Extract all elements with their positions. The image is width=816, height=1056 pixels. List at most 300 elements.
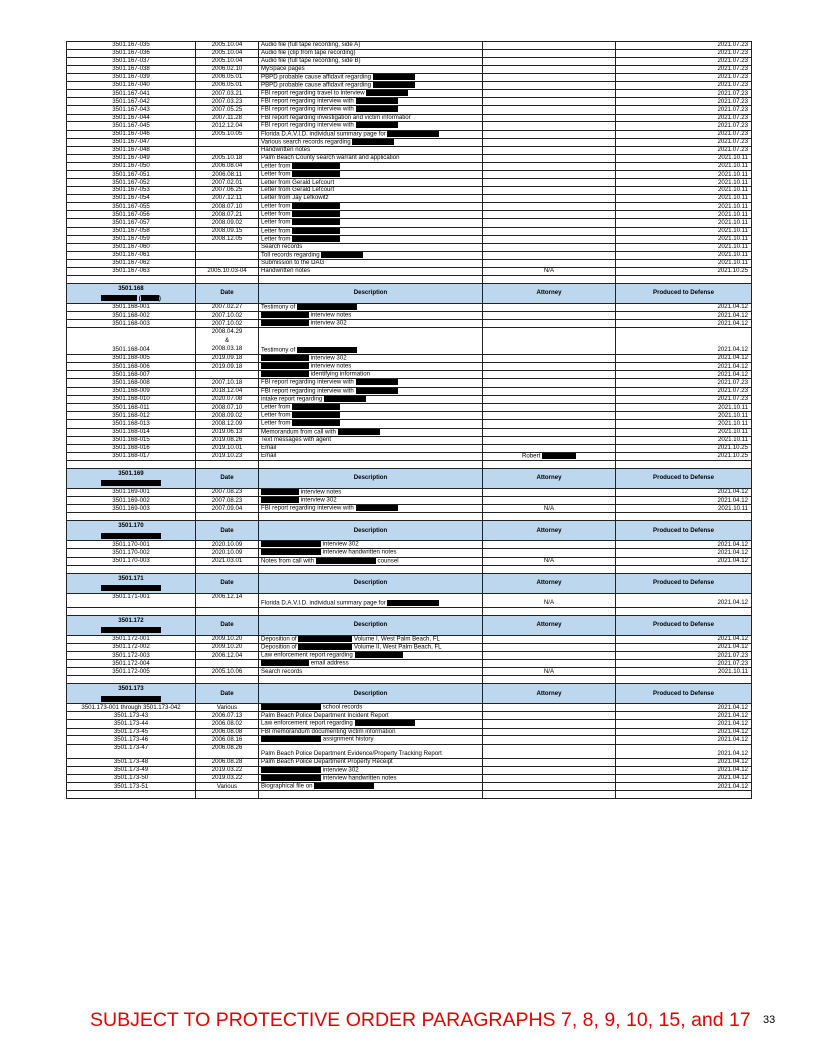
exhibit-id-cell: 3501.168-014 (67, 428, 196, 436)
produced-date-cell: 2021.07.23 (616, 122, 752, 130)
produced-header: Produced to Defense (616, 615, 752, 635)
produced-date-cell: 2021.04.12 (616, 728, 752, 736)
produced-date-cell: 2021.07.23 (616, 652, 752, 660)
produced-date-cell: 2021.10.25 (616, 267, 752, 275)
date-cell: 2006.08.08 (196, 728, 259, 736)
date-cell: 2007.08.23 (196, 488, 259, 496)
spacer-cell (483, 513, 616, 521)
spacer-cell (67, 607, 196, 615)
exhibit-id-cell: 3501.167-058 (67, 227, 196, 235)
section-id: 3501.169 (118, 469, 144, 477)
redaction-bar (292, 404, 340, 410)
exhibit-id-cell: 3501.167-061 (67, 251, 196, 259)
produced-date-cell: 2021.04.12 (616, 593, 752, 607)
attorney-cell (483, 219, 616, 227)
spacer-cell (483, 460, 616, 468)
date-cell (196, 251, 259, 259)
section-id: 3501.171 (118, 574, 144, 582)
attorney-header: Attorney (483, 521, 616, 541)
produced-date-cell: 2021.10.11 (616, 219, 752, 227)
spacer-cell (616, 607, 752, 615)
redaction-bar (101, 480, 161, 486)
produced-date-cell: 2021.04.12 (616, 320, 752, 328)
table-row (67, 187, 752, 195)
section-header-row (67, 283, 752, 303)
redaction-bar (261, 660, 309, 666)
section-id: 3501.173 (118, 685, 144, 693)
redaction-bar (297, 347, 357, 353)
produced-date-cell: 2021.07.23 (616, 57, 752, 65)
spacer-cell (196, 676, 259, 684)
produced-date-cell: 2021.04.12 (616, 371, 752, 379)
produced-date-cell: 2021.04.12 (616, 549, 752, 557)
description-cell: Florida D.A.V.I.D. individual summary page for (259, 130, 483, 138)
produced-date-cell: 2021.04.12 (616, 704, 752, 712)
section-name-redacted (69, 480, 193, 488)
exhibit-id-cell: 3501.170-003 (67, 557, 196, 565)
redaction-bar (101, 585, 161, 591)
description-cell: Letter from (259, 211, 483, 219)
description-cell: Submission to the DAG (259, 260, 483, 268)
produced-date-cell: 2021.10.11 (616, 505, 752, 513)
table-row (67, 668, 752, 676)
produced-date-cell: 2021.07.23 (616, 73, 752, 81)
redaction-bar (261, 541, 321, 547)
produced-date-cell: 2021.10.11 (616, 260, 752, 268)
exhibit-id-cell: 3501.173-49 (67, 766, 196, 774)
redaction-bar (356, 106, 398, 112)
description-cell: identifying information (259, 371, 483, 379)
section-id-cell (67, 684, 196, 704)
description-cell: Audio file (full tape recording, side B) (259, 57, 483, 65)
description-cell: FBI report regarding investigation and victim informatior (259, 114, 483, 122)
exhibit-id-cell: 3501.170-002 (67, 549, 196, 557)
date-cell: 2019.10.23 (196, 452, 259, 460)
produced-date-cell: 2021.04.12 (616, 643, 752, 651)
spacer-cell (259, 607, 483, 615)
attorney-cell: Robert (483, 452, 616, 460)
attorney-cell (483, 147, 616, 155)
redaction-bar (261, 320, 309, 326)
redaction-bar (261, 355, 309, 361)
produced-date-cell: 2021.10.11 (616, 235, 752, 243)
produced-date-cell: 2021.07.23 (616, 49, 752, 57)
redaction-bar (314, 783, 374, 789)
exhibit-id-cell: 3501.168-005 (67, 354, 196, 362)
exhibit-id-cell: 3501.168-016 (67, 444, 196, 452)
description-cell: FBI report regarding interview with (259, 122, 483, 130)
description-cell: Testimony of (259, 328, 483, 355)
produced-date-cell: 2021.07.23 (616, 379, 752, 387)
spacer-cell (67, 565, 196, 573)
date-cell: 2008.09.02 (196, 412, 259, 420)
redaction-bar (261, 736, 321, 742)
date-cell: 2006.08.26 (196, 744, 259, 758)
attorney-header: Attorney (483, 468, 616, 488)
table-row (67, 202, 752, 210)
attorney-cell (483, 744, 616, 758)
redaction-bar (261, 312, 309, 318)
produced-date-cell: 2021.07.23 (616, 660, 752, 668)
description-cell: Palm Beach County search warrant and application (259, 154, 483, 162)
date-cell: 2008.07.10 (196, 202, 259, 210)
redaction-bar (387, 600, 439, 606)
produced-date-cell: 2021.04.12 (616, 766, 752, 774)
date-cell: 2008.04.29 & 2008.03.18 (196, 328, 259, 355)
date-cell: 2005.10.03-04 (196, 267, 259, 275)
table-row (67, 65, 752, 73)
redaction-bar (356, 505, 398, 511)
table-row (67, 593, 752, 607)
description-cell: FBI report regarding travel to interview (259, 89, 483, 97)
section-id-cell (67, 283, 196, 303)
attorney-cell (483, 766, 616, 774)
date-cell: 2008.12.09 (196, 420, 259, 428)
table-row (67, 379, 752, 387)
redaction-bar (261, 775, 321, 781)
exhibit-id-cell: 3501.168-003 (67, 320, 196, 328)
spacer-row (67, 275, 752, 283)
attorney-cell (483, 311, 616, 319)
redaction-bar (101, 533, 161, 539)
redaction-bar (321, 252, 363, 258)
page-number: 33 (763, 1014, 776, 1026)
attorney-header: Attorney (483, 573, 616, 593)
exhibit-id-cell: 3501.168-017 (67, 452, 196, 460)
table-row (67, 73, 752, 81)
exhibit-id-cell: 3501.167-055 (67, 202, 196, 210)
produced-date-cell: 2021.07.23 (616, 65, 752, 73)
date-cell: Various (196, 782, 259, 790)
description-cell: Testimony of (259, 303, 483, 311)
description-cell: Letter from (259, 235, 483, 243)
attorney-cell (483, 106, 616, 114)
attorney-cell (483, 162, 616, 170)
table-row (67, 505, 752, 513)
table-row (67, 412, 752, 420)
section-id-cell (67, 521, 196, 541)
table-row (67, 260, 752, 268)
date-cell: 2006.08.02 (196, 720, 259, 728)
description-cell: Palm Beach Police Department Evidence/Property Tracking Report (259, 744, 483, 758)
exhibit-id-cell: 3501.167-047 (67, 138, 196, 146)
date-cell: 2005.10.04 (196, 42, 259, 50)
attorney-cell (483, 774, 616, 782)
date-cell: 2009.10.20 (196, 635, 259, 643)
attorney-cell (483, 98, 616, 106)
table-row (67, 130, 752, 138)
date-cell: 2007.02.27 (196, 303, 259, 311)
exhibit-id-cell: 3501.168-013 (67, 420, 196, 428)
attorney-cell (483, 42, 616, 50)
table-row (67, 420, 752, 428)
exhibit-id-cell: 3501.167-037 (67, 57, 196, 65)
produced-date-cell: 2021.07.23 (616, 106, 752, 114)
produced-date-cell: 2021.10.25 (616, 444, 752, 452)
table-row (67, 744, 752, 758)
description-cell: Letter from (259, 202, 483, 210)
produced-date-cell: 2021.10.11 (616, 202, 752, 210)
attorney-cell (483, 138, 616, 146)
produced-date-cell: 2021.10.11 (616, 412, 752, 420)
spacer-cell (616, 460, 752, 468)
exhibit-id-cell: 3501.167-039 (67, 73, 196, 81)
exhibit-id-cell: 3501.169-001 (67, 488, 196, 496)
redaction-bar (356, 379, 398, 385)
attorney-cell (483, 65, 616, 73)
exhibit-id-cell: 3501.167-038 (67, 65, 196, 73)
redaction-bar (373, 82, 415, 88)
table-row (67, 81, 752, 89)
redaction-bar (101, 295, 137, 301)
table-row (67, 57, 752, 65)
description-cell: Deposition of Volume II, West Palm Beach, FL (259, 643, 483, 651)
table-row (67, 328, 752, 355)
spacer-cell (616, 676, 752, 684)
attorney-cell (483, 541, 616, 549)
exhibit-id-cell: 3501.167-059 (67, 235, 196, 243)
spacer-cell (616, 275, 752, 283)
exhibit-id-cell: 3501.167-045 (67, 122, 196, 130)
date-cell: 2019.09.18 (196, 363, 259, 371)
redaction-bar (261, 363, 309, 369)
produced-date-cell: 2021.10.11 (616, 668, 752, 676)
exhibit-id-cell: 3501.167-050 (67, 162, 196, 170)
attorney-cell (483, 354, 616, 362)
exhibit-id-cell: 3501.167-056 (67, 211, 196, 219)
description-cell: Letter from (259, 219, 483, 227)
exhibit-id-cell: 3501.173-45 (67, 728, 196, 736)
exhibit-id-cell: 3501.167-041 (67, 89, 196, 97)
redaction-bar (356, 388, 398, 394)
section-name-redacted (69, 585, 193, 593)
description-cell: Audio file (full tape recording, side A) (259, 42, 483, 50)
section-header-row (67, 468, 752, 488)
exhibit-id-cell: 3501.167-044 (67, 114, 196, 122)
spacer-cell (67, 791, 196, 799)
redaction-bar (316, 558, 376, 564)
date-cell: 2007.03.21 (196, 89, 259, 97)
description-cell: Letter from Gerald Lefcourt (259, 179, 483, 187)
table-row (67, 122, 752, 130)
exhibit-id-cell: 3501.173-50 (67, 774, 196, 782)
description-cell: Memorandum from call with (259, 428, 483, 436)
date-header: Date (196, 615, 259, 635)
produced-date-cell: 2021.07.23 (616, 89, 752, 97)
date-header: Date (196, 468, 259, 488)
produced-date-cell: 2021.07.23 (616, 114, 752, 122)
description-cell: school records (259, 704, 483, 712)
attorney-header: Attorney (483, 615, 616, 635)
description-cell: Law enforcement report regarding (259, 720, 483, 728)
attorney-cell (483, 395, 616, 403)
date-cell (196, 147, 259, 155)
description-cell: Palm Beach Police Department Property Receipt (259, 758, 483, 766)
table-row (67, 720, 752, 728)
attorney-cell (483, 251, 616, 259)
redaction-bar (298, 636, 352, 642)
spacer-cell (67, 513, 196, 521)
exhibit-id-cell: 3501.167-057 (67, 219, 196, 227)
date-cell: 2020.07.08 (196, 395, 259, 403)
redaction-bar (101, 696, 161, 702)
description-cell: Various search records regarding (259, 138, 483, 146)
date-cell (196, 243, 259, 251)
section-name-redacted (69, 695, 193, 703)
attorney-cell (483, 444, 616, 452)
section-name-redacted (69, 532, 193, 540)
description-cell: FBI report regarding interview with (259, 106, 483, 114)
date-cell: 2007.10.18 (196, 379, 259, 387)
table-row (67, 652, 752, 660)
spacer-cell (483, 275, 616, 283)
exhibit-id-cell: 3501.169-003 (67, 505, 196, 513)
produced-date-cell: 2021.04.12 (616, 782, 752, 790)
redaction-bar (324, 396, 366, 402)
attorney-cell (483, 758, 616, 766)
exhibit-id-cell: 3501.170-001 (67, 541, 196, 549)
date-cell: 2007.10.02 (196, 320, 259, 328)
table-row (67, 235, 752, 243)
attorney-cell (483, 179, 616, 187)
attorney-cell (483, 49, 616, 57)
date-cell: 2007.12.11 (196, 195, 259, 203)
exhibit-table-body (67, 42, 752, 799)
exhibit-id-cell: 3501.167-052 (67, 179, 196, 187)
date-cell: 2019.10.01 (196, 444, 259, 452)
attorney-header: Attorney (483, 283, 616, 303)
date-cell: 2005.10.18 (196, 154, 259, 162)
date-cell: 2005.10.05 (196, 130, 259, 138)
redaction-bar (261, 549, 321, 555)
date-cell: 2019.03.22 (196, 766, 259, 774)
description-cell: Biographical file on (259, 782, 483, 790)
redaction-bar (542, 453, 576, 459)
produced-date-cell: 2021.04.12 (616, 774, 752, 782)
attorney-cell (483, 404, 616, 412)
redaction-bar (298, 644, 352, 650)
attorney-cell (483, 363, 616, 371)
table-row (67, 320, 752, 328)
date-cell: Various (196, 704, 259, 712)
exhibit-table-container (66, 41, 751, 799)
table-row (67, 227, 752, 235)
attorney-cell (483, 243, 616, 251)
exhibit-id-cell: 3501.167-048 (67, 147, 196, 155)
exhibit-id-cell: 3501.173-47 (67, 744, 196, 758)
table-row (67, 147, 752, 155)
table-row (67, 354, 752, 362)
exhibit-id-cell: 3501.167-040 (67, 81, 196, 89)
description-cell: interview handwritten notes (259, 774, 483, 782)
date-cell: 2006.12.14 (196, 593, 259, 607)
description-cell: Letter from Gerald Lefcourt (259, 187, 483, 195)
description-cell: interview 302 (259, 496, 483, 504)
spacer-cell (483, 565, 616, 573)
date-cell: 2019.03.22 (196, 774, 259, 782)
table-row (67, 49, 752, 57)
description-cell: interview notes (259, 311, 483, 319)
attorney-cell (483, 81, 616, 89)
attorney-cell (483, 782, 616, 790)
exhibit-id-cell: 3501.173-43 (67, 712, 196, 720)
spacer-cell (483, 607, 616, 615)
redaction-bar (355, 720, 415, 726)
spacer-cell (67, 460, 196, 468)
attorney-cell (483, 704, 616, 712)
redaction-bar (356, 122, 398, 128)
attorney-cell: N/A (483, 505, 616, 513)
table-row (67, 758, 752, 766)
spacer-cell (67, 275, 196, 283)
exhibit-id-cell: 3501.172-004 (67, 660, 196, 668)
date-cell: 2007.02.01 (196, 179, 259, 187)
attorney-cell (483, 57, 616, 65)
date-cell: 2006.08.28 (196, 758, 259, 766)
produced-date-cell: 2021.10.11 (616, 179, 752, 187)
produced-header: Produced to Defense (616, 283, 752, 303)
exhibit-id-cell: 3501.168-012 (67, 412, 196, 420)
produced-date-cell: 2021.04.12 (616, 488, 752, 496)
date-cell: 2006.12.04 (196, 652, 259, 660)
attorney-cell (483, 736, 616, 744)
produced-date-cell: 2021.04.12 (616, 635, 752, 643)
table-row (67, 211, 752, 219)
attorney-cell (483, 202, 616, 210)
attorney-cell (483, 154, 616, 162)
section-id: 3501.172 (118, 616, 144, 624)
description-cell: interview 302 (259, 541, 483, 549)
table-row (67, 138, 752, 146)
table-row (67, 179, 752, 187)
table-row (67, 371, 752, 379)
attorney-cell (483, 428, 616, 436)
description-header: Description (259, 521, 483, 541)
spacer-row (67, 513, 752, 521)
table-row (67, 496, 752, 504)
attorney-cell: N/A (483, 267, 616, 275)
table-row (67, 311, 752, 319)
spacer-cell (196, 607, 259, 615)
table-row (67, 774, 752, 782)
produced-date-cell: 2021.10.11 (616, 154, 752, 162)
spacer-cell (259, 565, 483, 573)
attorney-cell (483, 436, 616, 444)
produced-date-cell: 2021.07.23 (616, 387, 752, 395)
table-row (67, 243, 752, 251)
description-cell: MySpace pages (259, 65, 483, 73)
spacer-row (67, 607, 752, 615)
exhibit-id-cell: 3501.168-011 (67, 404, 196, 412)
date-cell: 2006.07.13 (196, 712, 259, 720)
table-row (67, 436, 752, 444)
exhibit-id-cell: 3501.168-010 (67, 395, 196, 403)
produced-date-cell: 2021.10.11 (616, 428, 752, 436)
spacer-row (67, 460, 752, 468)
redaction-bar (292, 219, 340, 225)
date-cell: 2007.03.23 (196, 98, 259, 106)
section-header-row (67, 573, 752, 593)
produced-date-cell: 2021.10.11 (616, 251, 752, 259)
table-row (67, 395, 752, 403)
spacer-cell (259, 460, 483, 468)
produced-date-cell: 2021.04.12 (616, 354, 752, 362)
description-cell: Deposition of Volume I, West Palm Beach, FL (259, 635, 483, 643)
exhibit-id-cell: 3501.173-48 (67, 758, 196, 766)
date-header: Date (196, 684, 259, 704)
description-header: Description (259, 468, 483, 488)
redaction-bar (292, 171, 340, 177)
